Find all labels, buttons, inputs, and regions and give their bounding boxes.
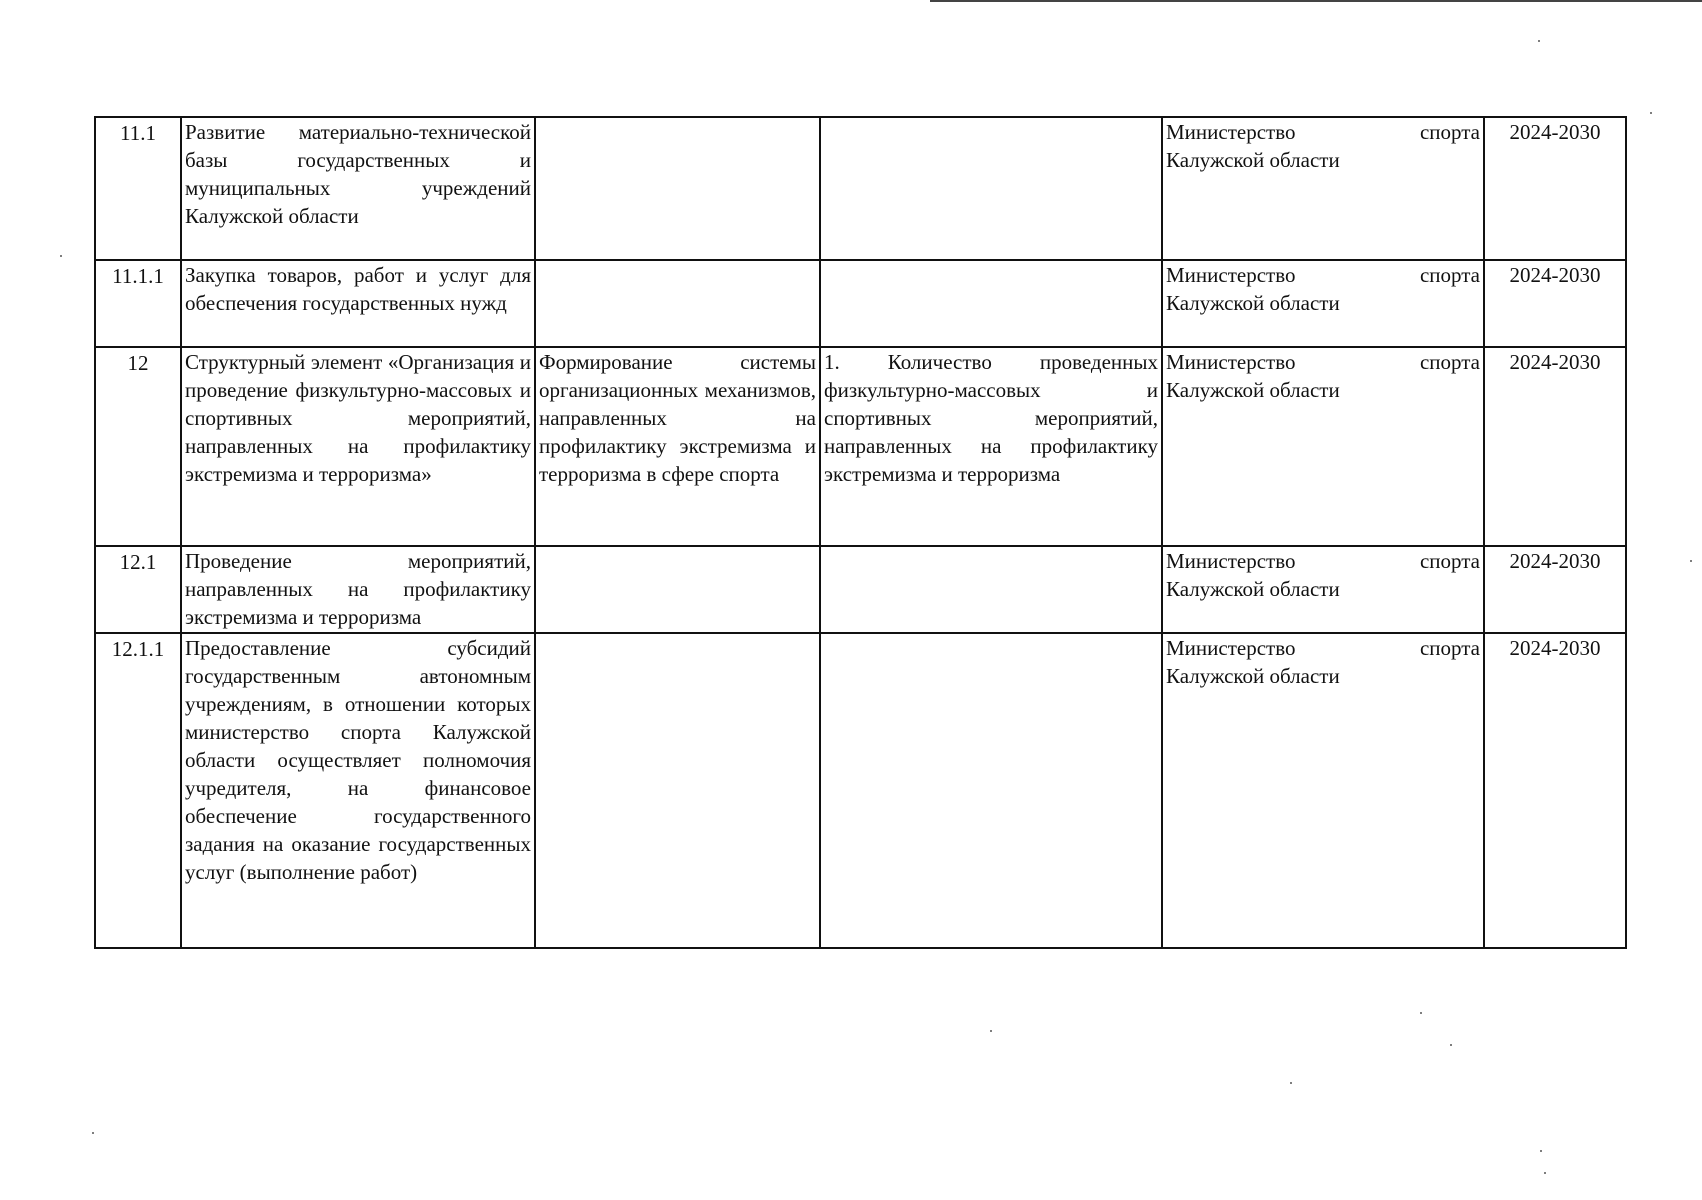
responsible-cell <box>1162 117 1484 260</box>
scan-speck <box>1650 112 1652 114</box>
goal-cell: Формирование системы организационных механизмов, направленных на профилактику экстремизма и терроризма в сфере спорта <box>535 347 820 546</box>
responsible-word-2: спорта <box>1419 263 1480 287</box>
scan-speck <box>990 1030 992 1032</box>
responsible-cell <box>1162 260 1484 347</box>
responsible-line-2: Калужской области <box>1166 577 1340 601</box>
scan-speck <box>1420 1012 1422 1014</box>
table-row <box>95 260 1626 347</box>
scan-speck <box>1290 1082 1292 1084</box>
row-number: 11.1.1 <box>95 260 181 347</box>
goal-cell <box>535 260 820 347</box>
scan-speck <box>1690 560 1692 562</box>
term-cell: 2024-2030 <box>1484 546 1626 633</box>
row-number: 12.1.1 <box>95 633 181 948</box>
responsible-word-1: Министерство <box>1166 263 1296 287</box>
responsible-line-2: Калужской области <box>1166 664 1340 688</box>
scan-speck <box>1540 1150 1542 1152</box>
responsible-word-2: спорта <box>1419 636 1480 660</box>
scan-speck <box>60 255 62 257</box>
responsible-line-2: Калужской области <box>1166 378 1340 402</box>
responsible-cell <box>1162 347 1484 546</box>
term-cell: 2024-2030 <box>1484 347 1626 546</box>
scan-speck <box>1544 1172 1546 1174</box>
term-cell: 2024-2030 <box>1484 260 1626 347</box>
responsible-word-2: спорта <box>1419 120 1480 144</box>
responsible-cell <box>1162 546 1484 633</box>
table-row <box>95 546 1626 633</box>
responsible-word-2: спорта <box>1419 350 1480 374</box>
term-cell: 2024-2030 <box>1484 633 1626 948</box>
row-number: 11.1 <box>95 117 181 260</box>
row-number: 12.1 <box>95 546 181 633</box>
measure-name: Закупка товаров, работ и услуг для обеспечения государственных нужд <box>181 260 535 347</box>
row-number: 12 <box>95 347 181 546</box>
responsible-line-2: Калужской области <box>1166 291 1340 315</box>
table-row <box>95 117 1626 260</box>
indicator-cell <box>820 633 1162 948</box>
indicator-cell <box>820 260 1162 347</box>
measure-name: Развитие материально-технической базы государственных и муниципальных учреждений Калужской области <box>181 117 535 260</box>
responsible-word-1: Министерство <box>1166 350 1296 374</box>
goal-cell <box>535 546 820 633</box>
table-row <box>95 347 1626 546</box>
responsible-word-1: Министерство <box>1166 636 1296 660</box>
responsible-line-1 <box>1166 261 1480 289</box>
indicator-cell <box>820 546 1162 633</box>
responsible-line-1 <box>1166 547 1480 575</box>
responsible-line-2: Калужской области <box>1166 148 1340 172</box>
goal-cell <box>535 117 820 260</box>
responsible-line-1 <box>1166 118 1480 146</box>
responsible-cell <box>1162 633 1484 948</box>
scan-speck <box>1538 40 1540 42</box>
responsible-line-1 <box>1166 634 1480 662</box>
measure-name: Предоставление субсидий государственным автономным учреждениям, в отношении которых министерство спорта Калужской области осуществляет полномочия учредителя, на финансовое обеспечение государственного задания на оказание государственных услуг (выполнение работ) <box>181 633 535 948</box>
responsible-line-1 <box>1166 348 1480 376</box>
table-row <box>95 633 1626 948</box>
scan-speck <box>92 1132 94 1134</box>
responsible-word-1: Министерство <box>1166 549 1296 573</box>
scan-speck <box>1450 1044 1452 1046</box>
responsible-word-2: спорта <box>1419 549 1480 573</box>
goal-cell <box>535 633 820 948</box>
scan-artifact-line <box>930 0 1702 2</box>
responsible-word-1: Министерство <box>1166 120 1296 144</box>
term-cell: 2024-2030 <box>1484 117 1626 260</box>
indicator-cell: 1. Количество проведенных физкультурно-массовых и спортивных мероприятий, направленных на профилактику экстремизма и терроризма <box>820 347 1162 546</box>
indicator-cell <box>820 117 1162 260</box>
program-table <box>94 116 1627 949</box>
measure-name: Структурный элемент «Организация и проведение физкультурно-массовых и спортивных мероприятий, направленных на профилактику экстремизма и терроризма» <box>181 347 535 546</box>
measure-name: Проведение мероприятий, направленных на профилактику экстремизма и терроризма <box>181 546 535 633</box>
